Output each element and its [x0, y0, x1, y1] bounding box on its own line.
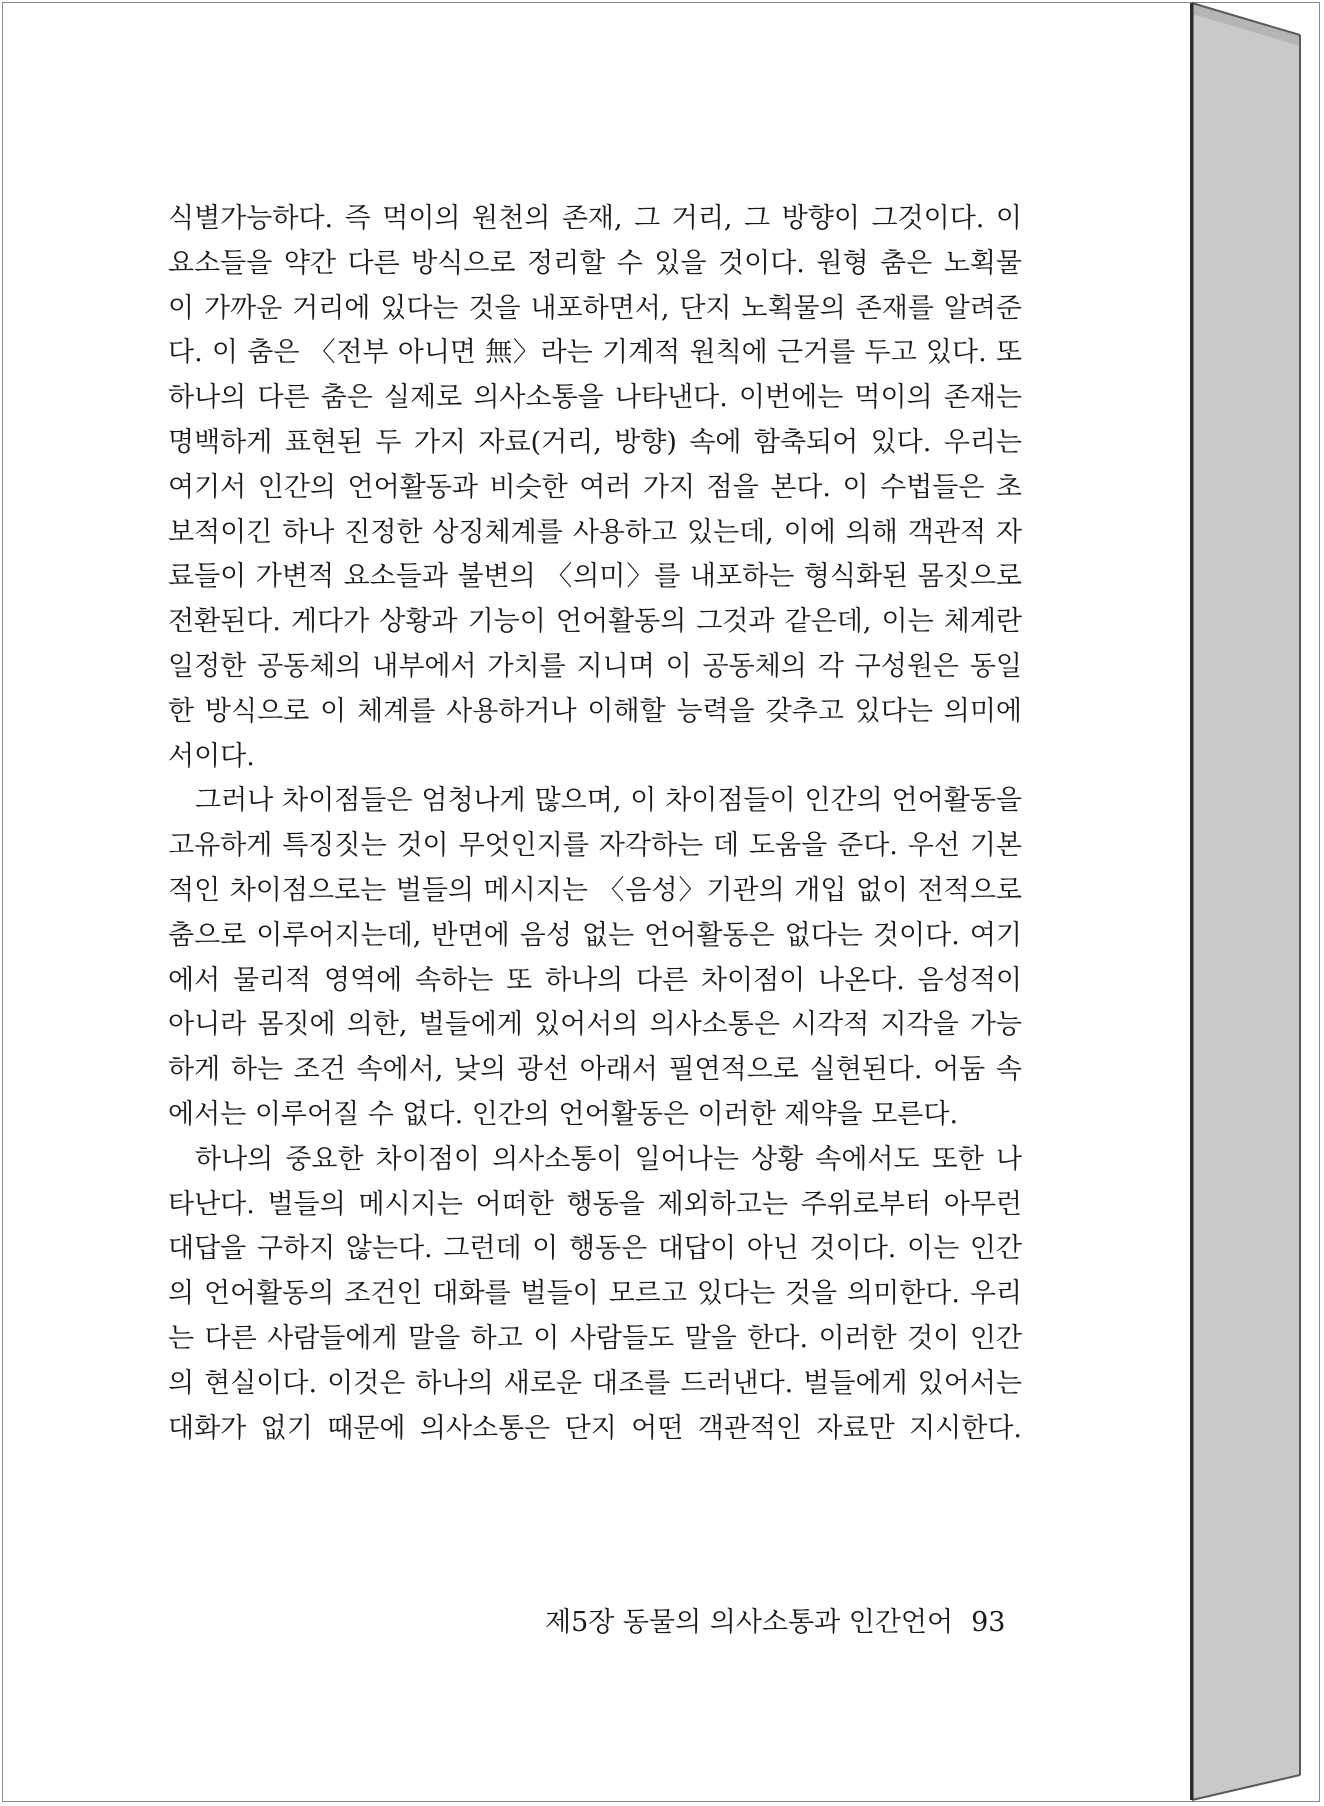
text-line: 전환된다. 게다가 상황과 기능이 언어활동의 그것과 같은데, 이는 체계란	[168, 606, 1022, 638]
text-line: 춤으로 이루어지는데, 반면에 음성 없는 언어활동은 없다는 것이다. 여기	[168, 919, 1022, 951]
text-line: 료들이 가변적 요소들과 불변의 〈의미〉를 내포하는 형식화된 몸짓으로	[168, 561, 1022, 593]
text-line: 여기서 인간의 언어활동과 비슷한 여러 가지 점을 본다. 이 수법들은 초	[168, 471, 1022, 503]
text-line: 대화가 없기 때문에 의사소통은 단지 어떤 객관적인 자료만 지시한다.	[168, 1412, 1022, 1444]
text-line: 식별가능하다. 즉 먹이의 원천의 존재, 그 거리, 그 방향이 그것이다. 이	[168, 203, 1022, 234]
text-line: 하나의 중요한 차이점이 의사소통이 일어나는 상황 속에서도 또한 나	[195, 1143, 1022, 1175]
text-line: 아니라 몸짓에 의한, 벌들에게 있어서의 의사소통은 시각적 지각을 가능	[168, 1009, 1022, 1041]
text-line: 서이다.	[168, 740, 255, 772]
text-line: 의 언어활동의 조건인 대화를 벌들이 모르고 있다는 것을 의미한다. 우리	[168, 1278, 1022, 1310]
text-line: 타난다. 벌들의 메시지는 어떠한 행동을 제외하고는 주위로부터 아무런	[168, 1188, 1022, 1220]
text-line: 대답을 구하지 않는다. 그런데 이 행동은 대답이 아닌 것이다. 이는 인간	[168, 1233, 1022, 1265]
text-line: 한 방식으로 이 체계를 사용하거나 이해할 능력을 갖추고 있다는 의미에	[168, 695, 1022, 727]
paragraph-3	[168, 1138, 1022, 1452]
text-line: 보적이긴 하나 진정한 상징체계를 사용하고 있는데, 이에 의해 객관적 자	[168, 516, 1022, 548]
text-line: 적인 차이점으로는 벌들의 메시지는 〈음성〉기관의 개입 없이 전적으로	[168, 874, 1022, 906]
chapter-running-title: 제5장 동물의 의사소통과 인간언어	[545, 1607, 954, 1638]
page-footer	[545, 1600, 1006, 1639]
text-line: 에서 물리적 영역에 속하는 또 하나의 다른 차이점이 나온다. 음성적이	[168, 964, 1022, 996]
text-line: 하나의 다른 춤은 실제로 의사소통을 나타낸다. 이번에는 먹이의 존재는	[168, 382, 1022, 414]
text-line: 요소들을 약간 다른 방식으로 정리할 수 있을 것이다. 원형 춤은 노획물	[168, 247, 1022, 279]
text-line: 에서는 이루어질 수 없다. 인간의 언어활동은 이러한 제약을 모른다.	[168, 1098, 959, 1130]
text-line: 그러나 차이점들은 엄청나게 많으며, 이 차이점들이 인간의 언어활동을	[195, 785, 1022, 817]
text-line: 는 다른 사람들에게 말을 하고 이 사람들도 말을 한다. 이러한 것이 인간	[168, 1322, 1022, 1354]
text-line: 다. 이 춤은 〈전부 아니면 無〉라는 기계적 원칙에 근거를 두고 있다. 또	[168, 337, 1022, 369]
text-line: 고유하게 특징짓는 것이 무엇인지를 자각하는 데 도움을 준다. 우선 기본	[168, 830, 1022, 862]
text-line: 일정한 공동체의 내부에서 가치를 지니며 이 공동체의 각 구성원은 동일	[168, 650, 1022, 682]
paragraph-1	[168, 197, 1022, 779]
text-line: 이 가까운 거리에 있다는 것을 내포하면서, 단지 노획물의 존재를 알려준	[168, 292, 1022, 324]
text-line: 명백하게 표현된 두 가지 자료(거리, 방향) 속에 함축되어 있다. 우리는	[168, 426, 1022, 458]
paragraph-2	[168, 779, 1022, 1137]
page-number: 93	[971, 1607, 1006, 1638]
text-line: 하게 하는 조건 속에서, 낮의 광선 아래서 필연적으로 실현된다. 어둠 속	[168, 1054, 1022, 1086]
body-text	[168, 197, 1022, 1451]
text-line: 의 현실이다. 이것은 하나의 새로운 대조를 드러낸다. 벌들에게 있어서는	[168, 1367, 1022, 1399]
